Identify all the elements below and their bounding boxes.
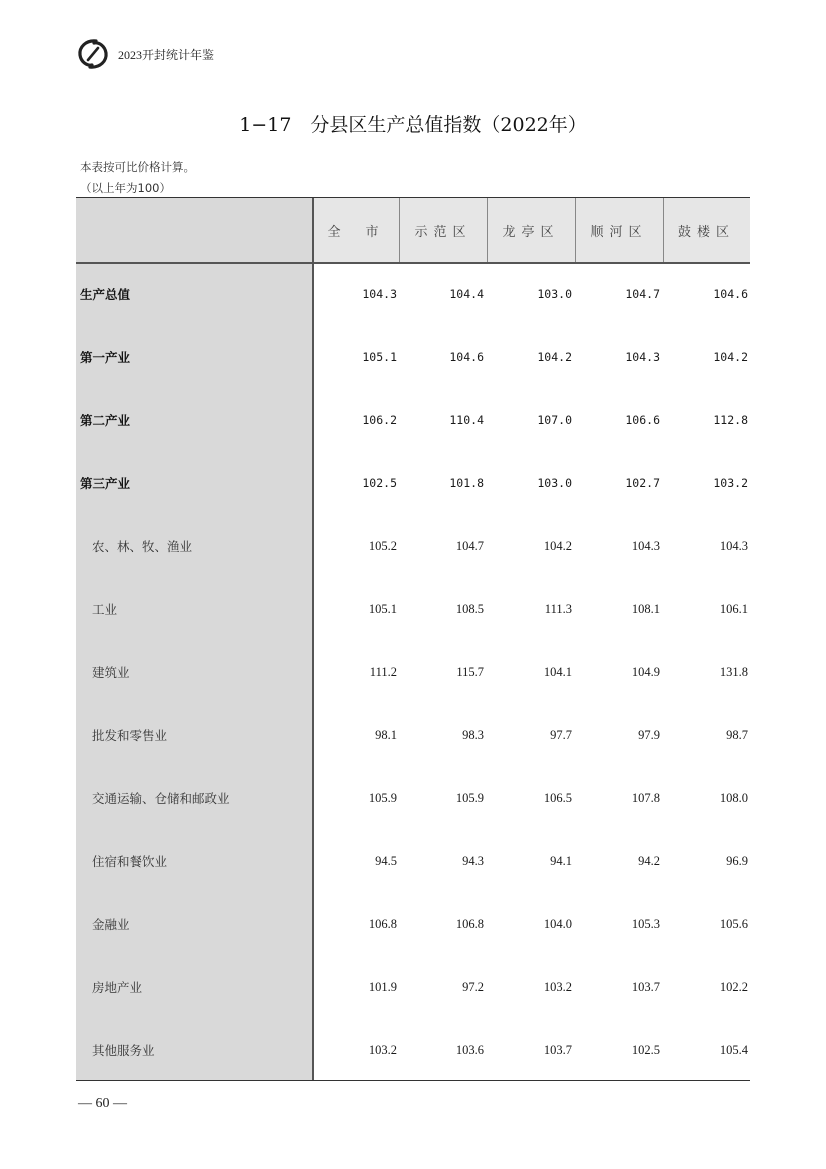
data-table — [76, 197, 750, 1081]
table-cell: 104.4 — [449, 287, 484, 301]
table-cell: 104.0 — [543, 916, 572, 931]
table-cell: 103.0 — [537, 476, 572, 490]
header-divider — [76, 262, 750, 264]
table-cell: 105.9 — [455, 790, 484, 805]
row-label: 房地产业 — [92, 980, 143, 995]
table-cell: 102.5 — [362, 476, 397, 490]
table-cell: 103.7 — [543, 1042, 572, 1057]
unit-note: （以上年为100） — [80, 181, 171, 195]
table-cell: 94.1 — [550, 853, 572, 868]
table-cell: 105.1 — [362, 350, 397, 364]
table-cell: 106.8 — [455, 916, 484, 931]
table-cell: 104.7 — [625, 287, 660, 301]
row-label: 其他服务业 — [92, 1043, 155, 1058]
table-cell: 103.2 — [713, 476, 748, 490]
table-cell: 104.6 — [713, 287, 748, 301]
yearbook-logo-icon — [76, 38, 110, 70]
table-cell: 104.2 — [713, 350, 748, 364]
table-cell: 105.4 — [719, 1042, 748, 1057]
table-row — [76, 471, 750, 495]
row-label: 建筑业 — [92, 665, 130, 680]
table-cell: 101.9 — [368, 979, 397, 994]
table-cell: 103.6 — [455, 1042, 484, 1057]
table-row — [76, 849, 750, 873]
stub-divider — [312, 198, 314, 1080]
column-header: 鼓楼区 — [677, 224, 735, 240]
table-cell: 108.5 — [455, 601, 484, 616]
table-cell: 105.1 — [368, 601, 397, 616]
table-row — [76, 282, 750, 306]
column-header: 龙亭区 — [502, 224, 560, 240]
table-cell: 103.2 — [368, 1042, 397, 1057]
table-row — [76, 912, 750, 936]
row-label: 农、林、牧、渔业 — [92, 539, 193, 554]
table-cell: 131.8 — [719, 664, 748, 679]
table-cell: 104.9 — [631, 664, 660, 679]
table-cell: 97.9 — [638, 727, 660, 742]
table-cell: 94.5 — [375, 853, 397, 868]
table-cell: 104.6 — [449, 350, 484, 364]
table-cell: 111.3 — [544, 601, 572, 616]
table-cell: 107.8 — [631, 790, 660, 805]
table-row — [76, 408, 750, 432]
row-label: 第三产业 — [80, 476, 131, 491]
table-cell: 97.7 — [550, 727, 572, 742]
table-cell: 104.3 — [719, 538, 748, 553]
page-header — [76, 38, 214, 70]
table-cell: 102.2 — [719, 979, 748, 994]
table-cell: 106.6 — [625, 413, 660, 427]
table-cell: 96.9 — [726, 853, 748, 868]
row-label: 工业 — [92, 602, 118, 617]
table-cell: 94.2 — [638, 853, 660, 868]
table-cell: 101.8 — [449, 476, 484, 490]
table-cell: 104.7 — [455, 538, 484, 553]
table-cell: 102.5 — [631, 1042, 660, 1057]
table-cell: 108.1 — [631, 601, 660, 616]
row-label: 金融业 — [92, 917, 130, 932]
table-cell: 106.2 — [362, 413, 397, 427]
table-cell: 98.1 — [375, 727, 397, 742]
table-row — [76, 975, 750, 999]
row-label: 生产总值 — [80, 287, 131, 302]
table-row — [76, 1038, 750, 1062]
table-cell: 103.7 — [631, 979, 660, 994]
table-cell: 105.9 — [368, 790, 397, 805]
table-cell: 98.7 — [726, 727, 748, 742]
table-cell: 94.3 — [462, 853, 484, 868]
table-title: 1−17 分县区生产总值指数（2022年） — [239, 114, 587, 136]
table-cell: 110.4 — [449, 413, 484, 427]
table-row — [76, 534, 750, 558]
table-cell: 105.3 — [631, 916, 660, 931]
table-cell: 98.3 — [462, 727, 484, 742]
row-label: 第二产业 — [80, 413, 131, 428]
table-cell: 106.1 — [719, 601, 748, 616]
book-title: 2023开封统计年鉴 — [118, 47, 215, 62]
column-header: 示范区 — [414, 224, 472, 240]
table-cell: 102.7 — [625, 476, 660, 490]
page-number: — 60 — — [78, 1096, 127, 1111]
table-row — [76, 597, 750, 621]
table-cell: 103.2 — [543, 979, 572, 994]
row-label: 交通运输、仓储和邮政业 — [92, 791, 230, 806]
table-cell: 112.8 — [713, 413, 748, 427]
table-cell: 105.6 — [719, 916, 748, 931]
table-cell: 111.2 — [369, 664, 397, 679]
table-cell: 104.2 — [537, 350, 572, 364]
row-label: 住宿和餐饮业 — [92, 854, 168, 869]
table-cell: 115.7 — [456, 664, 484, 679]
table-cell: 104.3 — [362, 287, 397, 301]
column-header: 全 市 — [327, 224, 385, 240]
table-cell: 104.2 — [543, 538, 572, 553]
table-cell: 104.3 — [631, 538, 660, 553]
table-cell: 97.2 — [462, 979, 484, 994]
table-cell: 103.0 — [537, 287, 572, 301]
table-cell: 105.2 — [368, 538, 397, 553]
column-header: 顺河区 — [590, 224, 648, 240]
table-cell: 106.8 — [368, 916, 397, 931]
table-row — [76, 723, 750, 747]
table-cell: 106.5 — [543, 790, 572, 805]
row-label: 第一产业 — [80, 350, 131, 365]
table-row — [76, 660, 750, 684]
row-label: 批发和零售业 — [92, 728, 168, 743]
table-cell: 107.0 — [537, 413, 572, 427]
table-cell: 104.3 — [625, 350, 660, 364]
stub-column-background — [76, 198, 312, 1080]
table-note: 本表按可比价格计算。 — [80, 160, 195, 174]
table-cell: 104.1 — [543, 664, 572, 679]
table-cell: 108.0 — [719, 790, 748, 805]
table-row — [76, 345, 750, 369]
table-row — [76, 786, 750, 810]
